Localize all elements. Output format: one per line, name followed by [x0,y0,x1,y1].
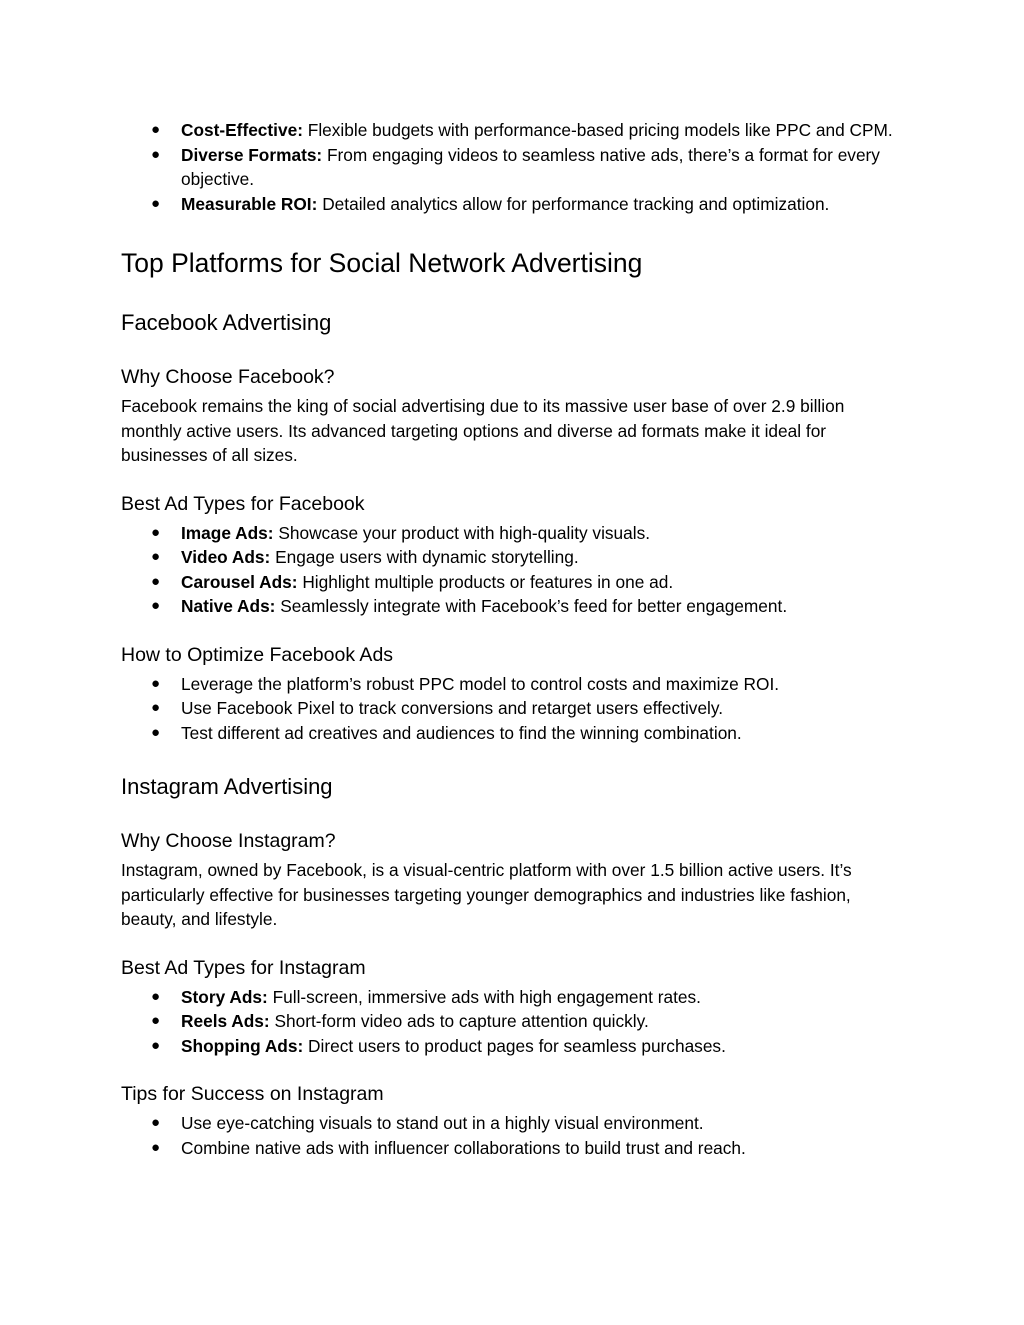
list-item-text: Use eye-catching visuals to stand out in a highly visual environment. [181,1113,704,1133]
list-item-text: Use Facebook Pixel to track conversions and retarget users effectively. [181,698,724,718]
list-item [121,1009,904,1034]
list-item-text: Combine native ads with influencer collaborations to build trust and reach. [181,1137,746,1158]
list-item-term: Reels Ads: [181,1011,270,1031]
list-item [121,521,904,546]
list-item [121,143,904,192]
bullet-icon: ● [151,674,161,692]
list-item-text: Detailed analytics allow for performance tracking and optimization. [322,193,830,214]
list-item [121,570,904,595]
list-item [121,985,904,1010]
list-item-text: Test different ad creatives and audiences to find the winning combination. [181,722,742,743]
list-item [121,1111,904,1136]
bullet-icon: ● [151,1036,161,1054]
instagram-tips-heading: Tips for Success on Instagram [121,1083,384,1105]
bullet-icon: ● [151,1138,161,1156]
bullet-icon: ● [151,597,161,614]
list-item-text: Short-form video ads to capture attention quickly. [274,1011,649,1031]
bullet-icon: ● [151,987,161,1005]
instagram-section-heading: Instagram Advertising [121,774,333,799]
list-item-text: Direct users to product pages for seamless purchases. [308,1035,726,1056]
page-title: Top Platforms for Social Network Advertising [121,248,643,278]
list-item-term: Measurable ROI: [181,193,318,214]
list-item-term: Story Ads: [181,986,268,1007]
bullet-icon: ● [151,121,161,138]
list-item [121,721,904,746]
list-item-text: From engaging videos to seamless native ads, there’s a format for every objective. [181,144,880,189]
list-item-text: Flexible budgets with performance-based pricing models like PPC and CPM. [307,120,893,140]
bullet-icon: ● [151,523,161,541]
bullet-icon: ● [151,723,161,741]
list-item [121,672,904,697]
bullet-icon: ● [151,145,161,163]
list-item-text: Showcase your product with high-quality visuals. [278,522,651,543]
instagram-adtypes-list [121,985,904,1059]
list-item-text: Engage users with dynamic storytelling. [275,547,579,567]
facebook-optimize-heading: How to Optimize Facebook Ads [121,643,394,666]
bullet-icon: ● [151,1114,161,1131]
facebook-section-heading: Facebook Advertising [121,310,332,335]
intro-benefits-list [121,118,904,216]
facebook-adtypes-list [121,521,904,619]
list-item [121,594,904,619]
instagram-why-paragraph: Instagram, owned by Facebook, is a visual-centric platform with over 1.5 billion active users. It’s particularly effective for businesses targeting younger demographics and industries like fashion, beauty, and lifestyle. [121,860,852,929]
list-item-text: Highlight multiple products or features in one ad. [302,571,674,592]
list-item-term: Native Ads: [181,596,276,616]
instagram-tips-list [121,1111,904,1160]
bullet-icon: ● [151,572,161,590]
list-item-term: Video Ads: [181,547,271,567]
list-item-term: Diverse Formats: [181,144,323,165]
bullet-icon: ● [151,194,161,212]
bullet-icon: ● [151,699,161,716]
list-item [121,696,904,721]
facebook-adtypes-heading: Best Ad Types for Facebook [121,492,365,515]
instagram-why-heading: Why Choose Instagram? [121,830,336,852]
list-item-text: Full-screen, immersive ads with high engagement rates. [272,986,701,1007]
list-item-term: Image Ads: [181,522,274,543]
list-item-term: Cost-Effective: [181,120,303,140]
list-item-term: Shopping Ads: [181,1035,304,1056]
list-item [121,1034,904,1059]
instagram-adtypes-heading: Best Ad Types for Instagram [121,956,366,979]
facebook-optimize-list [121,672,904,746]
bullet-icon: ● [151,548,161,565]
facebook-why-paragraph: Facebook remains the king of social advertising due to its massive user base of over 2.9 billion monthly active users. Its advanced targeting options and diverse ad formats make it ideal for businesses of all sizes. [121,396,845,465]
list-item-text: Seamlessly integrate with Facebook’s feed for better engagement. [280,596,788,616]
bullet-icon: ● [151,1012,161,1029]
list-item [121,545,904,570]
list-item [121,1136,904,1161]
list-item-term: Carousel Ads: [181,571,298,592]
list-item-text: Leverage the platform’s robust PPC model to control costs and maximize ROI. [181,673,780,694]
list-item [121,118,904,143]
facebook-why-heading: Why Choose Facebook? [121,366,335,388]
list-item [121,192,904,217]
